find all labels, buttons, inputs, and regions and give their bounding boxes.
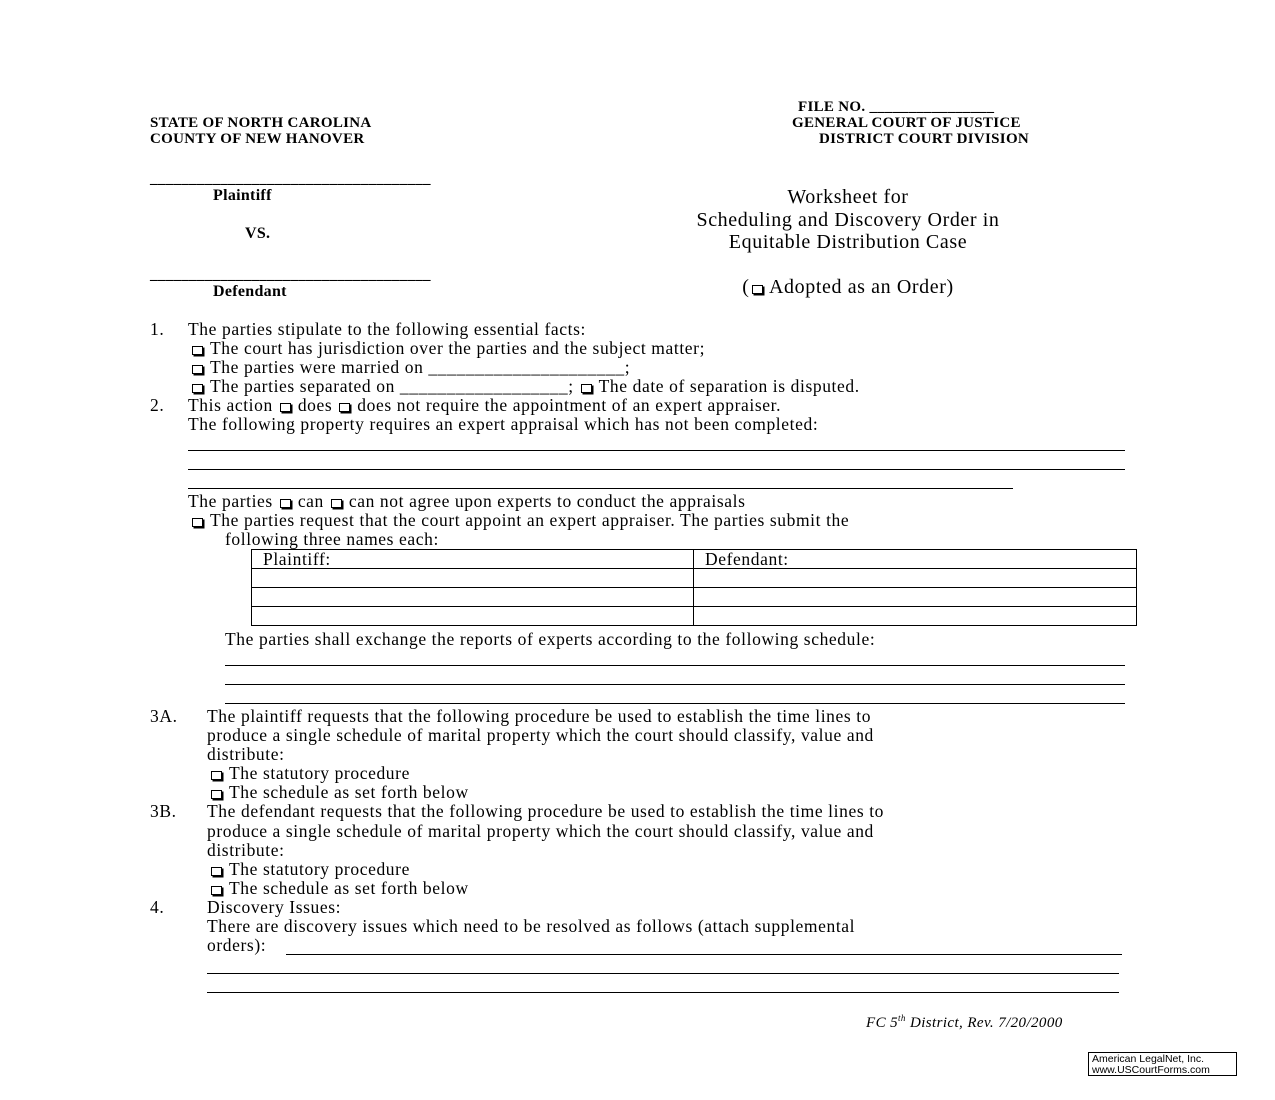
schedule-line-2[interactable]: [225, 684, 1125, 685]
defendant-schedule-option: [209, 879, 469, 898]
expert-appraiser-requirement: [188, 396, 781, 415]
publisher-url[interactable]: www.USCourtForms.com: [1092, 1064, 1210, 1076]
section-3a-line-3: distribute:: [207, 744, 285, 764]
plaintiff-expert-cell[interactable]: [252, 607, 694, 626]
section-2-number: 2.: [150, 395, 165, 415]
form-revision-date: District, Rev. 7/20/2000: [905, 1015, 1063, 1031]
defendant-schedule-checkbox[interactable]: [211, 886, 222, 895]
form-revision: [866, 1013, 1063, 1032]
plaintiff-label: Plaintiff: [213, 187, 272, 204]
file-number: FILE NO. ________________: [798, 99, 995, 115]
section-4-number: 4.: [150, 897, 165, 917]
table-row: [252, 569, 1137, 588]
property-line-2[interactable]: [188, 469, 1125, 470]
plaintiff-statutory-checkbox[interactable]: [211, 771, 222, 780]
publisher-stamp: [1088, 1052, 1237, 1076]
separated-checkbox[interactable]: [192, 384, 203, 393]
agree-on-experts: [188, 492, 746, 511]
section-1-number: 1.: [150, 319, 165, 339]
plaintiff-schedule-checkbox[interactable]: [211, 790, 222, 799]
schedule-line-1[interactable]: [225, 665, 1125, 666]
vs-label: VS.: [245, 225, 271, 242]
property-line-3[interactable]: [188, 488, 1013, 489]
plaintiff-schedule-label: The schedule as set forth below: [228, 782, 469, 802]
defendant-expert-cell[interactable]: [694, 607, 1137, 626]
stipulation-separated: [190, 377, 860, 396]
cannot-agree-checkbox[interactable]: [331, 499, 342, 508]
defendant-expert-cell[interactable]: [694, 569, 1137, 588]
title-line-1: Worksheet for: [787, 186, 909, 208]
plaintiff-signature-line: ____________________________________: [150, 171, 431, 187]
adopted-checkbox[interactable]: [752, 285, 763, 294]
defendant-label: Defendant: [213, 283, 287, 300]
section-3b-number: 3B.: [150, 801, 177, 821]
discovery-line-2[interactable]: [207, 973, 1119, 974]
table-row: [252, 588, 1137, 607]
does-label: does: [297, 395, 333, 415]
stipulation-married: [190, 358, 630, 377]
court-appoint-request: [190, 511, 849, 530]
form-code: FC 5: [866, 1015, 899, 1031]
plaintiff-expert-cell[interactable]: [252, 569, 694, 588]
separated-label: The parties separated on __________________;: [209, 376, 574, 396]
form-code-superscript: th: [898, 1013, 906, 1023]
publisher-name: American LegalNet, Inc.: [1092, 1053, 1205, 1065]
court-division: DISTRICT COURT DIVISION: [819, 131, 1030, 147]
discovery-issues-line-2: orders):: [207, 935, 267, 955]
defendant-statutory-checkbox[interactable]: [211, 867, 222, 876]
separation-disputed-checkbox[interactable]: [581, 384, 592, 393]
plaintiff-statutory-label: The statutory procedure: [228, 763, 410, 783]
county-name: COUNTY OF NEW HANOVER: [150, 131, 365, 147]
section-1-intro: The parties stipulate to the following essential facts:: [188, 319, 586, 339]
court-name: GENERAL COURT OF JUSTICE: [792, 115, 1021, 131]
table-header-row: [252, 550, 1137, 569]
section-3b-line-2: produce a single schedule of marital property which the court should classify, value and: [207, 821, 874, 841]
discovery-line-1[interactable]: [286, 954, 1122, 955]
plaintiff-expert-cell[interactable]: [252, 588, 694, 607]
title-line-2: Scheduling and Discovery Order in: [696, 209, 1000, 231]
adopted-label: Adopted as an Order): [764, 276, 954, 298]
state-name: STATE OF NORTH CAROLINA: [150, 115, 372, 131]
court-appoint-checkbox[interactable]: [192, 518, 203, 527]
can-label: can: [297, 491, 324, 511]
schedule-line-3[interactable]: [225, 703, 1125, 704]
defendant-column-header: Defendant:: [694, 550, 1137, 569]
plaintiff-schedule-option: [209, 783, 469, 802]
stipulation-jurisdiction: [190, 339, 705, 358]
jurisdiction-checkbox[interactable]: [192, 346, 203, 355]
table-row: [252, 607, 1137, 626]
jurisdiction-label: The court has jurisdiction over the parties and the subject matter;: [209, 338, 706, 358]
section-3a-line-2: produce a single schedule of marital property which the court should classify, value and: [207, 725, 874, 745]
property-appraisal-prompt: The following property requires an expert appraisal which has not been completed:: [188, 414, 819, 434]
discovery-issues-line-1: There are discovery issues which need to be resolved as follows (attach supplemental: [207, 916, 856, 936]
court-appoint-continued: following three names each:: [225, 529, 439, 549]
plaintiff-column-header: Plaintiff:: [252, 550, 694, 569]
defendant-expert-cell[interactable]: [694, 588, 1137, 607]
defendant-schedule-label: The schedule as set forth below: [228, 878, 469, 898]
does-not-checkbox[interactable]: [339, 403, 350, 412]
section-3a-line-1: The plaintiff requests that the following procedure be used to establish the time lines to: [207, 706, 872, 726]
does-checkbox[interactable]: [280, 403, 291, 412]
action-label: This action: [188, 395, 273, 415]
cannot-label: can not agree upon experts to conduct the appraisals: [348, 491, 746, 511]
defendant-statutory-option: [209, 860, 410, 879]
section-3a-number: 3A.: [150, 706, 178, 726]
married-checkbox[interactable]: [192, 365, 203, 374]
defendant-signature-line: ____________________________________: [150, 267, 431, 283]
adopted-as-order: [588, 276, 1108, 299]
court-appoint-label: The parties request that the court appoint an expert appraiser. The parties submit the: [209, 510, 850, 530]
property-line-1[interactable]: [188, 450, 1125, 451]
married-label: The parties were married on _____________________;: [209, 357, 631, 377]
adopted-open-paren: (: [742, 276, 750, 298]
title-line-3: Equitable Distribution Case: [728, 231, 968, 253]
expert-names-table: [251, 549, 1137, 626]
discovery-line-3[interactable]: [207, 992, 1119, 993]
defendant-statutory-label: The statutory procedure: [228, 859, 410, 879]
plaintiff-statutory-option: [209, 764, 410, 783]
can-agree-checkbox[interactable]: [280, 499, 291, 508]
section-3b-line-1: The defendant requests that the following procedure be used to establish the time lines to: [207, 801, 885, 821]
exchange-reports-prompt: The parties shall exchange the reports of experts according to the following schedule:: [225, 629, 876, 649]
agree-pre-label: The parties: [188, 491, 273, 511]
separation-disputed-label: The date of separation is disputed.: [598, 376, 860, 396]
does-not-label: does not require the appointment of an expert appraiser.: [357, 395, 782, 415]
discovery-issues-heading: Discovery Issues:: [207, 897, 342, 917]
section-3b-line-3: distribute:: [207, 840, 285, 860]
